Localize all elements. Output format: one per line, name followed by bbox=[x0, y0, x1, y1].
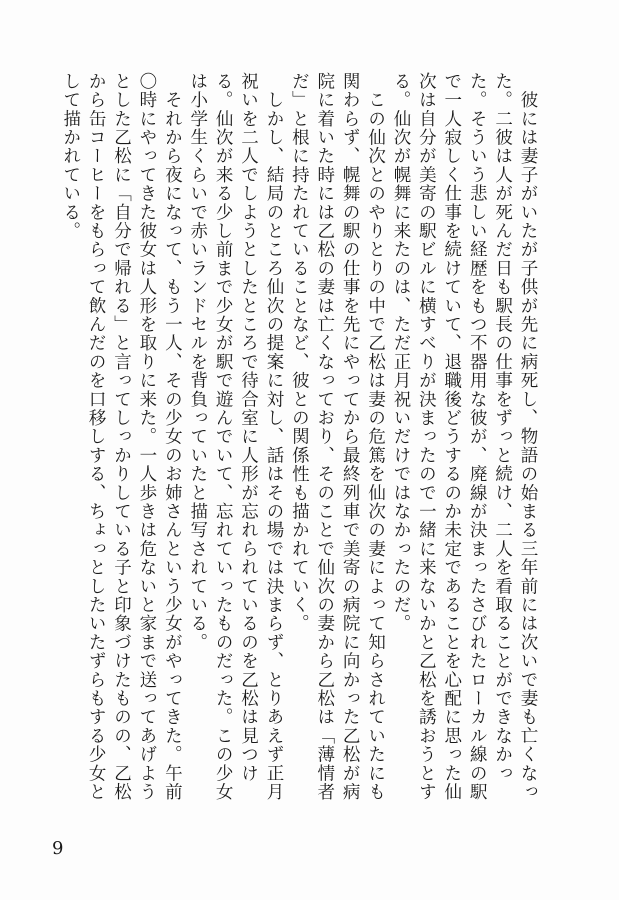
page-number: 9 bbox=[52, 838, 64, 859]
paragraph-4: それから夜になって、もう一人、その少女のお姉さんという少女がやってきた。午前〇時にやってきた彼女は人形を取りに来た。一人歩きは危ないと家まで送ってあげようとした乙松に「自分で帰れる」と言ってしっかりしている子と印象づけたものの、乙松から缶コーヒーをもらって飲んだのを口移しする、ちょっとしたいたずらもする少女として描かれている。 bbox=[60, 72, 183, 802]
paragraph-1: 彼には妻子がいたが子供が先に病死し、物語の始まる三年前には次いで妻も亡くなった。二彼は人が死んだ日も駅長の仕事をずっと続け、二人を看取ることができなかった。そういう悲しい経歴をもつ不器用な彼が、廃線が決まったさびれたローカル線の駅で一人寂しく仕事を続けていて、退職後どうするのか未定であることを心配に思った仙次は自分が美寄の駅ビルに横すべりが決まったので一緒に来ないかと乙松を誘おうとする。仙次が幌舞に来たのは、ただ正月祝いだけではなかったのだ。 bbox=[390, 72, 538, 802]
paragraph-3: しかし、結局のところ仙次の提案に対し、話はその場では決まらず、とりあえず正月祝いを二人でしようとしたところで待合室に人形が忘れられているのを乙松は見つける。仙次が来る少し前まで少女が駅で遊んでいて、忘れていったものだった。この少女は小学生くらいで赤いランドセルを背負っていたと描写されている。 bbox=[187, 72, 284, 802]
vertical-text-column bbox=[57, 72, 540, 812]
body-text-block bbox=[60, 72, 540, 832]
paragraph-2: この仙次とのやりとりの中で乙松は妻の危篤を仙次の妻によって知らされていたにも関わらず、幌舞の駅の仕事を先にやってから最終列車で美寄の病院に向かった乙松が病院に着いた時には乙松の妻は亡くなっており、そのことで仙次の妻から乙松は「薄情者だ」と根に持たれていることなど、彼との関係性も描かれていく。 bbox=[289, 72, 386, 802]
